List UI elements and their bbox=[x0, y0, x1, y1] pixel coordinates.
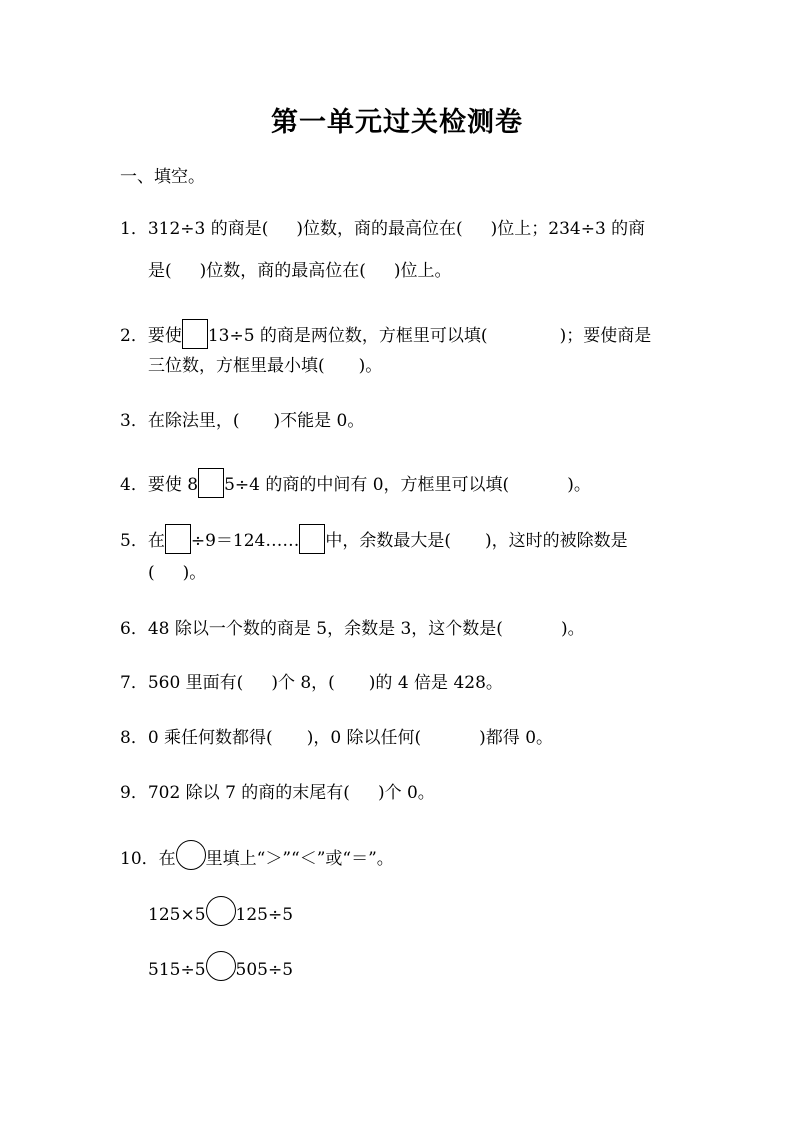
comparison-row-1: 125×5 125÷5 bbox=[148, 896, 293, 926]
question-2-line-1: 2．要使 13÷5 的商是两位数，方框里可以填( )；要使商是 bbox=[120, 319, 651, 349]
question-number: 8． bbox=[120, 728, 148, 748]
question-number: 1． bbox=[120, 219, 148, 239]
question-4: 4．要使 8 5÷4 的商的中间有 0，方框里可以填( )。 bbox=[120, 468, 591, 498]
question-number: 9． bbox=[120, 783, 148, 803]
question-7: 7．560 里面有( )个 8，( )的 4 倍是 428。 bbox=[120, 673, 503, 693]
question-10: 10．在 里填上“＞”“＜”或“＝”。 bbox=[120, 840, 394, 870]
question-8: 8．0 乘任何数都得( )，0 除以任何( )都得 0。 bbox=[120, 728, 554, 748]
question-5-line-2: ( )。 bbox=[148, 563, 207, 583]
question-1-line-2: 是( )位数，商的最高位在( )位上。 bbox=[148, 261, 452, 281]
square-box bbox=[198, 468, 224, 498]
circle-blank bbox=[176, 840, 206, 870]
question-6: 6．48 除以一个数的商是 5，余数是 3，这个数是( )。 bbox=[120, 619, 585, 639]
comparison-row-2: 515÷5 505÷5 bbox=[148, 951, 293, 981]
question-2-line-2: 三位数，方框里最小填( )。 bbox=[148, 356, 383, 376]
question-number: 6． bbox=[120, 619, 148, 639]
question-number: 4． bbox=[120, 475, 148, 495]
question-number: 2． bbox=[120, 326, 148, 346]
page-title: 第一单元过关检测卷 bbox=[271, 107, 523, 138]
question-number: 10． bbox=[120, 849, 159, 869]
question-number: 7． bbox=[120, 673, 148, 693]
question-3: 3．在除法里，( )不能是 0。 bbox=[120, 411, 365, 431]
question-1-line-1: 1．312÷3 的商是( )位数，商的最高位在( )位上；234÷3 的商 bbox=[120, 219, 646, 239]
square-box bbox=[182, 319, 208, 349]
question-number: 3． bbox=[120, 411, 148, 431]
question-9: 9．702 除以 7 的商的末尾有( )个 0。 bbox=[120, 783, 435, 803]
square-box bbox=[299, 524, 325, 554]
square-box bbox=[165, 524, 191, 554]
comparison-circle[interactable] bbox=[206, 896, 236, 926]
section-heading: 一、填空。 bbox=[120, 167, 205, 187]
comparison-circle[interactable] bbox=[206, 951, 236, 981]
question-number: 5． bbox=[120, 531, 148, 551]
question-5-line-1: 5．在 ÷9＝124…… 中，余数最大是( )，这时的被除数是 bbox=[120, 524, 628, 554]
